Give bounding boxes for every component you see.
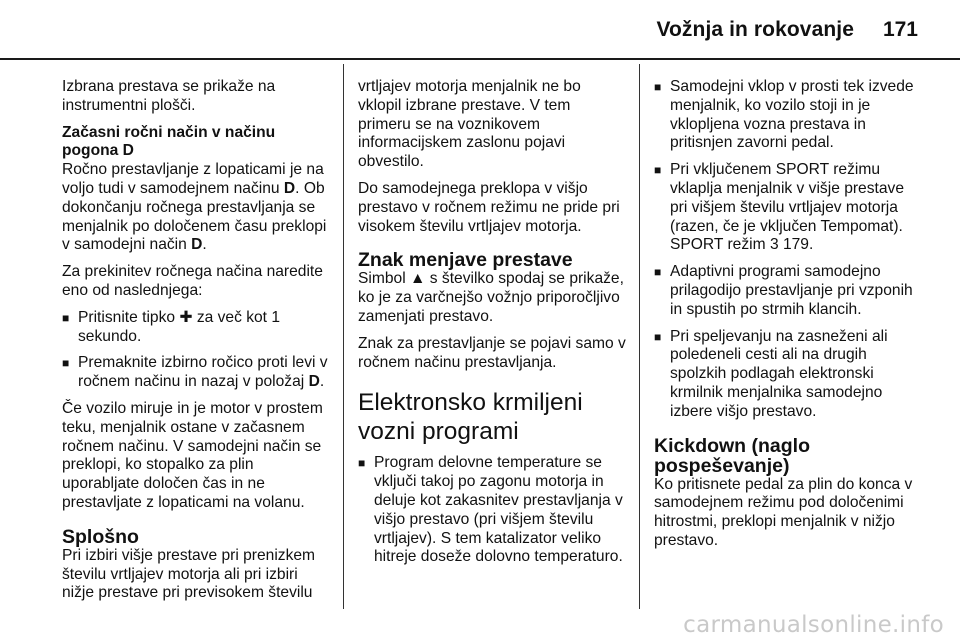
list-item bbox=[62, 354, 330, 392]
drive-mode-letter: D bbox=[191, 236, 203, 254]
plus-icon: ✚ bbox=[179, 308, 193, 326]
text-run: Pri vključenem SPORT režimu vklaplja menjalnik v višje prestave pri višjem številu vrtljajev motorja (razen, če je vključen Tempomat). SPORT režim bbox=[670, 161, 905, 254]
column-divider-left bbox=[343, 64, 344, 609]
gear-indicator-heading: Znak menjave prestave bbox=[358, 249, 573, 272]
list-item: ■ Samodejni vklop v prosti tek izvede menjalnik, ko vozilo stoji in je vklopljena vozna prestava in pritisnjen zavorni pedal. bbox=[654, 78, 922, 153]
idle-paragraph: Če vozilo miruje in je motor v prostem teku, menjalnik ostane v začasnem ročnem načinu. V samodejni način se preklopi, ko stopalko za plin uporabljate določen čas in ne prestavljate z lopaticami na volanu. bbox=[62, 399, 323, 511]
programs-list bbox=[358, 454, 626, 567]
text-run: . bbox=[202, 236, 207, 254]
list-item: ■ Program delovne temperature se vključi takoj po zagonu motorja in deluje kot zakasnitev prestavljanja v višjo prestavo (pri višjem številu vrtljajev). S tem katalizator veliko hitreje doseže dolovno temperaturo. bbox=[358, 454, 626, 567]
text-run: Premaknite izbirno ročico proti levi v ročnem načinu in nazaj v položaj bbox=[78, 354, 328, 391]
column-divider-right bbox=[639, 64, 640, 609]
kickdown-paragraph: Ko pritisnete pedal za plin do konca v samodejnem režimu pod določenimi hitrostmi, preklopi menjalnik v nižjo prestavo. bbox=[654, 475, 913, 549]
column-2 bbox=[358, 78, 626, 575]
programs-list-continued bbox=[654, 78, 922, 422]
text-run: 179. bbox=[778, 236, 814, 254]
text-run: za več kot 1 sekundo. bbox=[78, 308, 281, 345]
page-reference-icon: 3 bbox=[769, 236, 779, 254]
manual-indicator-paragraph: Znak za prestavljanje se pojavi samo v ročnem načinu prestavljanja. bbox=[358, 334, 626, 371]
column-3 bbox=[654, 78, 922, 559]
drive-mode-letter: D bbox=[283, 179, 296, 197]
page-title: Vožnja in rokovanje bbox=[656, 18, 854, 41]
rpm-paragraph: vrtljajev motorja menjalnik ne bo vklopil izbrane prestave. V tem primeru se na voznikovem informacijskem zaslonu pojavi obvestilo. bbox=[358, 78, 581, 171]
list-item: ■ Adaptivni programi samodejno prilagodijo prestavljanje pri vzponih in spustih po strmih klancih. bbox=[654, 263, 922, 319]
header-rule bbox=[0, 58, 960, 60]
list-item bbox=[654, 161, 922, 255]
text-run: Simbol bbox=[358, 270, 410, 288]
intro-paragraph: Izbrana prestava se prikaže na instrumentni plošči. bbox=[62, 78, 276, 114]
programs-heading: Elektronsko krmiljeni vozni programi bbox=[358, 389, 583, 446]
temp-manual-heading: Začasni ročni način v načinu pogona D bbox=[62, 123, 276, 160]
watermark: carmanualsonline.info bbox=[683, 612, 944, 638]
text-run: Ročno prestavljanje z lopaticami je na voljo tudi v samodejnem načinu bbox=[62, 161, 324, 197]
column-1 bbox=[62, 78, 330, 611]
gear-indicator-paragraph bbox=[358, 270, 626, 326]
general-heading: Splošno bbox=[62, 525, 139, 548]
page-header bbox=[0, 0, 960, 60]
text-run: . Ob dokončanju ročnega prestavljanja se menjalnik po določenem času preklopi v samodejni način bbox=[62, 179, 327, 254]
cancel-manual-paragraph: Za prekinitev ročnega načina naredite eno od naslednjega: bbox=[62, 263, 323, 299]
drive-mode-letter: D bbox=[308, 373, 320, 391]
cancel-steps-list bbox=[62, 309, 330, 392]
list-item: ■ Pri speljevanju na zasneženi ali poledeneli cesti ali na drugih spolzkih podlagah elektronski krmilnik menjalnika samodejno izbere višjo prestavo. bbox=[654, 328, 922, 422]
list-item bbox=[62, 309, 330, 347]
page-number: 171 bbox=[882, 18, 918, 41]
general-paragraph: Pri izbiri višje prestave pri prenizkem številu vrtljajev motorja ali pri izbiri nižje prestave pri previsokem številu bbox=[62, 546, 316, 602]
triangle-up-icon: ▲ bbox=[410, 270, 426, 288]
paddle-shift-paragraph bbox=[62, 161, 330, 255]
kickdown-heading: Kickdown (naglo pospeševanje) bbox=[654, 434, 810, 477]
text-run: . bbox=[319, 373, 325, 391]
upshift-paragraph: Do samodejnega preklopa v višjo prestavo v ročnem režimu ne pride pri visokem številu vrtljajev motorja. bbox=[358, 179, 620, 235]
text-run: s številko spodaj se prikaže, ko je za varčnejšo vožnjo priporočljivo zamenjati prestavo. bbox=[358, 270, 624, 325]
text-run: Pritisnite tipko bbox=[78, 308, 180, 326]
